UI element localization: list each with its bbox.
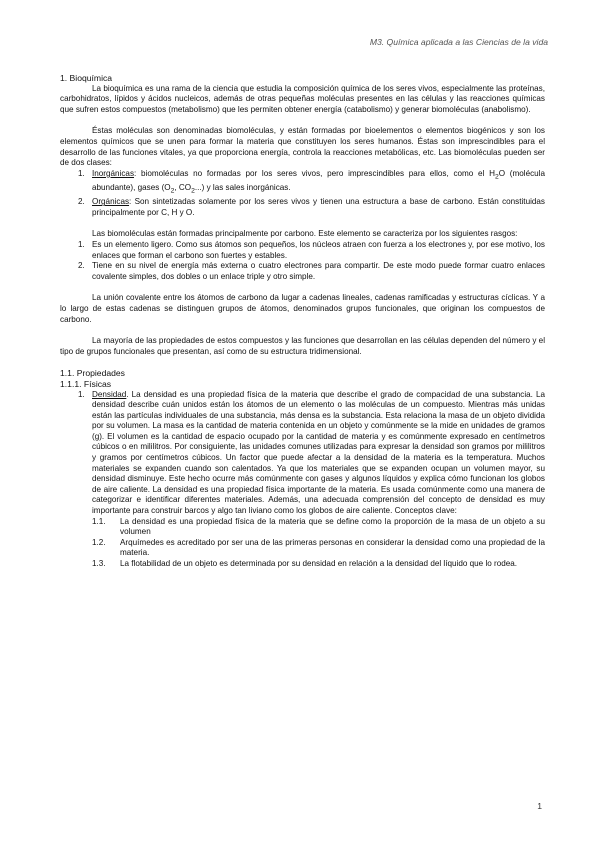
sub-list-item [92,517,545,538]
paragraph-union-covalente: La unión covalente entre los átomos de carbono da lugar a cadenas lineales, cadenas ramificadas y estructuras cíclicas. Y a lo largo de estas cadenas se distinguen grupos de átomos, denominados grupos funcionales, que originan los compuestos de carbono. [60,293,545,324]
page-number: 1 [537,801,542,811]
list-text: : Son sintetizadas solamente por los seres vivos y tienen una estructura a base de carbono. Están constituidas principalmente por C, H y O. [92,197,545,217]
sub-list-text: La densidad es una propiedad física de la materia que se define como la proporción de la masa de un objeto a su volumen [120,516,545,537]
list-item [60,261,545,282]
page-header: M3. Química aplicada a las Ciencias de la vida [369,37,548,47]
document-body [60,73,545,570]
list-text: , CO [174,182,192,192]
term-organicas: Orgánicas [92,197,130,207]
list-number: 1. [78,389,85,399]
list-number: 2. [78,197,85,207]
list-item [60,390,545,570]
sub-list-item [92,559,545,570]
list-text: Es un elemento ligero. Como sus átomos son pequeños, los núcleos atraen con fuerza a los electrones y, por ese motivo, los enlaces que forman el carbono son fuertes y estables. [92,239,545,260]
key-concepts-list [92,517,545,570]
sub-list-text: La flotabilidad de un objeto es determinada por su densidad en relación a la densidad del líquido que lo rodea. [120,559,518,568]
paragraph-biomoleculas: Éstas moléculas son denominadas biomoléculas, y están formadas por bioelementos o elementos biogénicos y son los elementos químicos que se unen para formar la materia que constituyen los seres humanos. Éstas son imprescindibles para el desarrollo de las funciones vitales, ya que proporciona energía, controla la reacciones metabólicas, etc. Las biomoléculas pueden ser de dos clases: [60,126,545,168]
sub-list-number: 1.1. [92,516,106,526]
paragraph-carbono: Las biomoléculas están formadas principalmente por carbono. Este elemento se caracteriza por los siguientes rasgos: [92,229,518,239]
section-heading-bioquimica: 1. Bioquímica [60,73,113,83]
carbon-traits-list [60,240,545,282]
list-text: : biomoléculas no formadas por los seres vivos, pero imprescindibles para ellos, como el H [134,168,495,178]
list-item [60,169,545,197]
list-number: 2. [78,261,85,271]
subscript: 2 [170,187,175,195]
term-densidad: Densidad [92,389,127,399]
sub-list-number: 1.3. [92,559,106,568]
paragraph-propiedades: La mayoría de las propiedades de estos compuestos y las funciones que desarrollan en las células dependen del número y el tipo de grupos funcionales que presentan, así como de su estructura tridimensional. [60,336,545,356]
physical-properties-list [60,390,545,570]
subsection-heading-fisicas: 1.1.1. Físicas [60,378,112,389]
sub-list-number: 1.2. [92,537,106,547]
section-heading-propiedades: 1.1. Propiedades [60,368,125,379]
sub-list-text: Arquímedes es acreditado por ser una de las primeras personas en considerar la densidad como una propiedad de la materia. [120,537,545,558]
list-text: ...) y las sales inorgánicas. [194,182,291,192]
term-inorganicas: Inorgánicas [92,168,135,178]
list-text: . La densidad es una propiedad física de la materia que describe el grado de compacidad de una substancia. La densidad describe cuán unidos están los átomos de un elemento o las moléculas de un compuesto. Mientras más unidas están las partículas individuales de una substancia, más densa es la substancia. Esta relaciona la masa de un objeto dividida por su volumen. La masa es la cantidad de materia contenida en un objeto y comúnmente se la mide en unidades de gramos (g). El volumen es la cantidad de espacio ocupado por la cantidad de materia y es comúnmente expresado en centímetros cúbicos o en mililitros. Por consiguiente, las unidades comunes utilizadas para expresar la densidad son gramos por mililitros y gramos por centímetros cúbicos. Un factor que puede afectar a la densidad de la materia es la temperatura. Muchos materiales se expanden cuando son calentados. Ya que los materiales que se expanden ocupan un volumen mayor, su densidad disminuye. Este hecho ocurre más comúnmente con gases y algunos líquidos y explica cómo funcionan los globos de aire caliente. La densidad es una propiedad física importante de la materia. Es usada comúnmente como una manera de categorizar e identificar diferentes materiales. Además, una adecuada comprensión del concepto de densidad es muy importante para construir barcos y algo tan liviano como los globos de aire caliente. Conceptos clave: [92,389,545,516]
biomolecule-classes-list [60,169,545,219]
list-text: Tiene en su nivel de energía más externa o cuatro electrones para compartir. De este modo puede formar cuatro enlaces covalente simples, dos dobles o un enlace triple y otro simple. [92,261,545,281]
list-item [60,240,545,261]
list-number: 1. [78,239,85,249]
list-number: 1. [78,168,85,178]
list-item [60,197,545,218]
subscript: 2 [191,187,195,195]
subscript: 2 [494,173,499,181]
sub-list-item [92,538,545,559]
paragraph-intro: La bioquímica es una rama de la ciencia que estudia la composición química de los seres vivos, especialmente las proteínas, carbohidratos, lípidos y ácidos nucleicos, además de otras pequeñas moléculas presentes en las células y las reacciones químicas que sufren estos compuestos (metabolismo) que les permiten obtener energía (catabolismo) y generar biomoléculas (anabolismo). [60,83,545,114]
list-text: O (molécula abundante), gases (O [92,168,545,192]
